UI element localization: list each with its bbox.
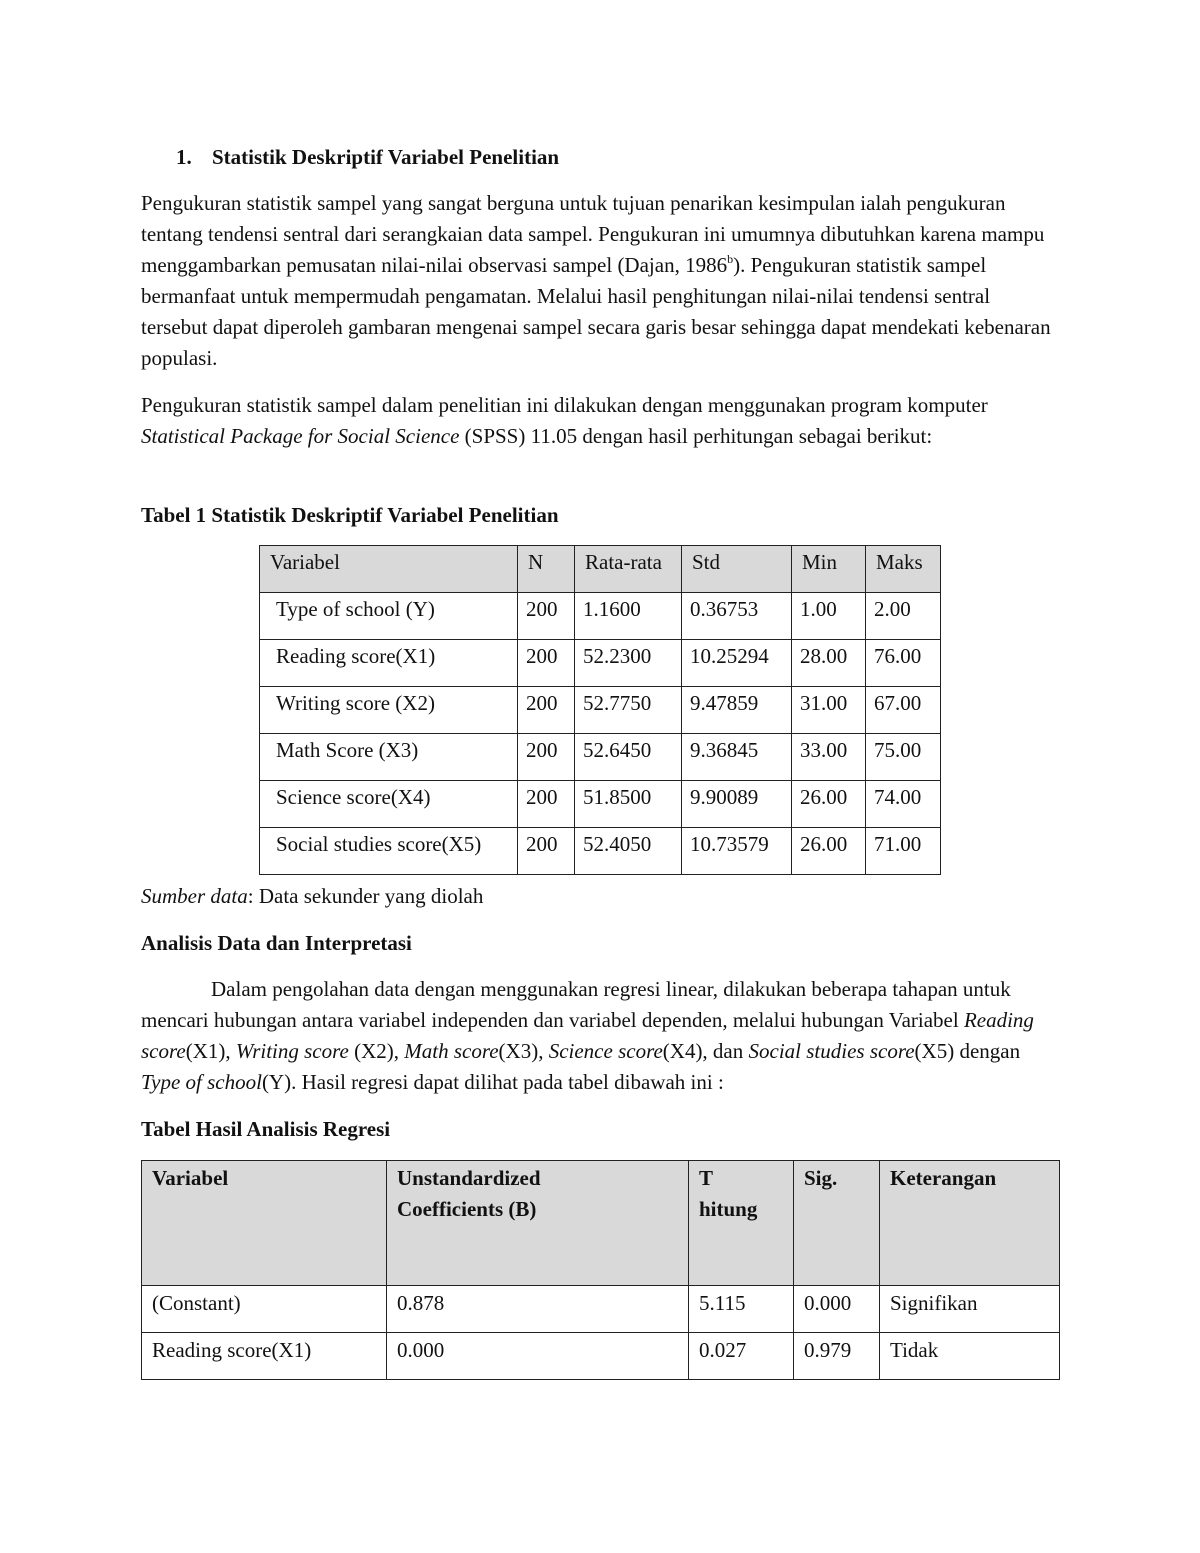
paragraph-1-text-a: Pengukuran statistik sampel yang sangat berguna untuk tujuan penarikan kesimpulan ialah pengukuran tentang tendensi sentral dari serangkaian data sampel. Pengukuran ini umumnya dibutuhkan karena mampu menggambarkan pemusatan nilai-nilai observasi sampel (Dajan, 1986	[141, 191, 1045, 277]
p3-text: (Y). Hasil regresi dapat dilihat pada tabel dibawah ini :	[261, 1070, 724, 1094]
p3-text: (X3),	[498, 1039, 549, 1063]
citation-superscript: b	[727, 252, 734, 266]
table-cell: Social studies score(X5)	[260, 828, 518, 875]
p3-italic: Science score	[548, 1039, 663, 1063]
table-cell: 0.000	[387, 1333, 689, 1380]
table-cell: 52.2300	[575, 640, 682, 687]
table2-header-cell	[387, 1161, 689, 1286]
table-row	[142, 1286, 1060, 1333]
coef-header-line1: Unstandardized	[397, 1166, 541, 1190]
table-cell: 10.25294	[682, 640, 792, 687]
table1-caption: Tabel 1 Statistik Deskriptif Variabel Penelitian	[141, 503, 559, 527]
table2-header-row	[142, 1161, 1060, 1286]
table-cell: 52.6450	[575, 734, 682, 781]
table-cell: Writing score (X2)	[260, 687, 518, 734]
table-cell: 1.00	[792, 593, 866, 640]
table-cell: 0.878	[387, 1286, 689, 1333]
table-cell: Science score(X4)	[260, 781, 518, 828]
p3-italic: Writing score	[235, 1039, 349, 1063]
t-header-line1: T	[699, 1166, 714, 1190]
table-cell: 9.36845	[682, 734, 792, 781]
paragraph-2-text-a: Pengukuran statistik sampel dalam penelitian ini dilakukan dengan menggunakan program komputer	[141, 393, 988, 417]
source-label: Sumber data	[141, 884, 248, 908]
t-header-line2: hitung	[699, 1197, 758, 1221]
table-cell: 200	[518, 781, 575, 828]
table-cell: 2.00	[866, 593, 941, 640]
table2-caption: Tabel Hasil Analisis Regresi	[141, 1117, 391, 1141]
p3-text: (X1),	[185, 1039, 236, 1063]
table-cell: 74.00	[866, 781, 941, 828]
table1-source-note	[141, 881, 1061, 912]
table2-header-cell	[689, 1161, 794, 1286]
section-heading-2: Analisis Data dan Interpretasi	[141, 931, 412, 955]
table-cell: (Constant)	[142, 1286, 387, 1333]
p3-text: Dalam pengolahan data dengan menggunakan regresi linear, dilakukan beberapa tahapan untuk mencari hubungan antara variabel independen dan variabel dependen, melalui hubungan Variabel	[141, 977, 1011, 1032]
table1-header-row	[260, 546, 941, 593]
table-cell: 200	[518, 734, 575, 781]
p3-text: (X5) dengan	[914, 1039, 1021, 1063]
table1-header-cell: Maks	[866, 546, 941, 593]
paragraph-3	[141, 974, 1061, 1098]
table-cell: 28.00	[792, 640, 866, 687]
table-cell: 26.00	[792, 828, 866, 875]
table-cell: 76.00	[866, 640, 941, 687]
p3-italic: Type of school	[141, 1070, 262, 1094]
table-cell: 5.115	[689, 1286, 794, 1333]
table-cell: Reading score(X1)	[142, 1333, 387, 1380]
table-cell: 75.00	[866, 734, 941, 781]
table-cell: 0.000	[794, 1286, 880, 1333]
table1-header-cell: Std	[682, 546, 792, 593]
paragraph-2	[141, 390, 1061, 452]
table-cell: 10.73579	[682, 828, 792, 875]
table-row	[260, 781, 941, 828]
table-cell: 9.47859	[682, 687, 792, 734]
table-cell: 0.027	[689, 1333, 794, 1380]
p3-italic: Reading score	[141, 1008, 1034, 1063]
table-cell: 200	[518, 640, 575, 687]
paragraph-1	[141, 188, 1061, 374]
table-cell: 200	[518, 687, 575, 734]
section-heading-1	[176, 142, 559, 172]
table1-header-cell: Rata-rata	[575, 546, 682, 593]
paragraph-2-text-b: (SPSS) 11.05 dengan hasil perhitungan sebagai berikut:	[459, 424, 933, 448]
table-cell: 200	[518, 828, 575, 875]
table-cell: 51.8500	[575, 781, 682, 828]
table-cell: 31.00	[792, 687, 866, 734]
table-row	[260, 828, 941, 875]
section-number: 1.	[176, 145, 192, 169]
p3-italic: Math score	[404, 1039, 499, 1063]
table2-header-cell: Keterangan	[880, 1161, 1060, 1286]
table-cell: Signifikan	[880, 1286, 1060, 1333]
table-cell: 0.979	[794, 1333, 880, 1380]
table-cell: 33.00	[792, 734, 866, 781]
p3-text: (X2),	[348, 1039, 405, 1063]
table-cell: 200	[518, 593, 575, 640]
section-title: Statistik Deskriptif Variabel Penelitian	[212, 145, 560, 169]
descriptive-statistics-table	[259, 545, 941, 875]
table2-header-cell: Variabel	[142, 1161, 387, 1286]
table-row	[260, 687, 941, 734]
regression-results-table	[141, 1160, 1060, 1380]
table1-header-cell: Variabel	[260, 546, 518, 593]
table-cell: 9.90089	[682, 781, 792, 828]
paragraph-1-text-b: ). Pengukuran statistik sampel bermanfaat untuk mempermudah pengamatan. Melalui hasil penghitungan nilai-nilai tendensi sentral tersebut dapat diperoleh gambaran mengenai sampel secara garis besar sehingga dapat mendekati kebenaran populasi.	[141, 253, 1051, 370]
table-row	[260, 593, 941, 640]
table-row	[142, 1333, 1060, 1380]
table-cell: 1.1600	[575, 593, 682, 640]
table-cell: Type of school (Y)	[260, 593, 518, 640]
table-row	[260, 640, 941, 687]
table-cell: Reading score(X1)	[260, 640, 518, 687]
table-cell: 0.36753	[682, 593, 792, 640]
source-text: : Data sekunder yang diolah	[247, 884, 484, 908]
table-row	[260, 734, 941, 781]
spss-italic: Statistical Package for Social Science	[141, 424, 460, 448]
table-cell: Math Score (X3)	[260, 734, 518, 781]
table-cell: 71.00	[866, 828, 941, 875]
p3-text: (X4), dan	[662, 1039, 749, 1063]
p3-italic: Social studies score	[748, 1039, 915, 1063]
table2-header-cell: Sig.	[794, 1161, 880, 1286]
table1-header-cell: Min	[792, 546, 866, 593]
table-cell: Tidak	[880, 1333, 1060, 1380]
table-cell: 52.7750	[575, 687, 682, 734]
table1-header-cell: N	[518, 546, 575, 593]
table-cell: 26.00	[792, 781, 866, 828]
table-cell: 52.4050	[575, 828, 682, 875]
table-cell: 67.00	[866, 687, 941, 734]
coef-header-line2: Coefficients (B)	[397, 1197, 537, 1221]
